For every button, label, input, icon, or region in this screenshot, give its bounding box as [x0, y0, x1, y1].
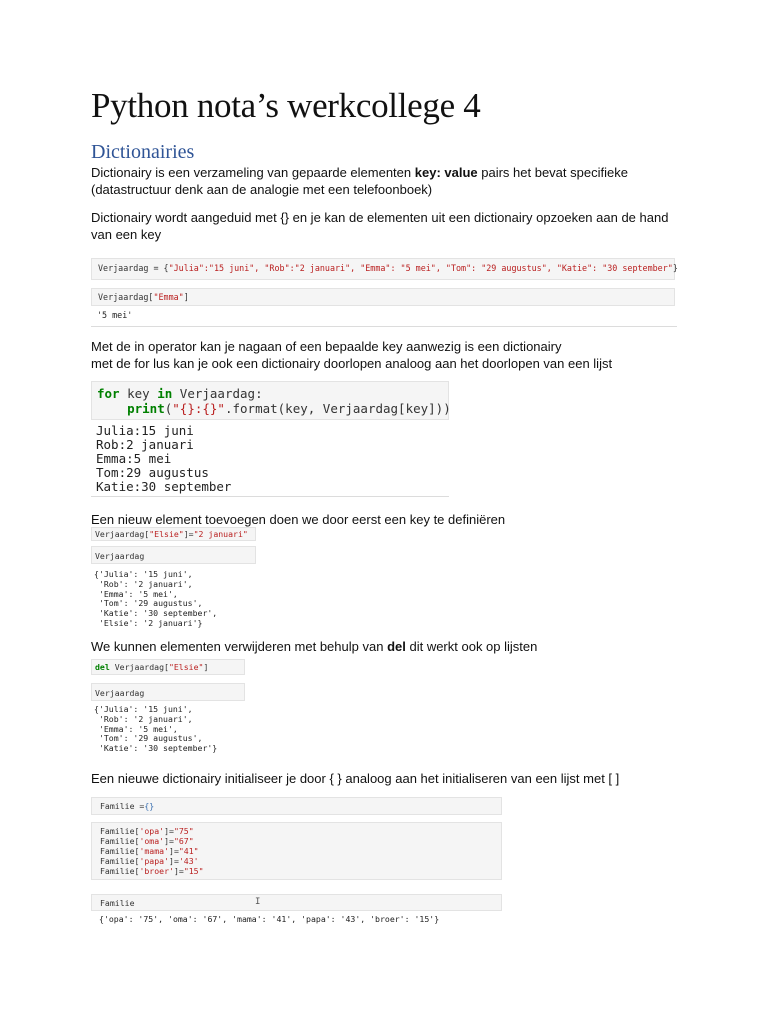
- code-cell-delete: [91, 659, 245, 675]
- code-show-dict: Verjaardag: [95, 551, 145, 561]
- code-show-dict-2: Verjaardag: [95, 688, 145, 698]
- text-cursor-icon: I: [255, 897, 261, 907]
- divider: [91, 496, 449, 497]
- output-familie: {'opa': '75', 'oma': '67', 'mama': '41', 'papa': '43', 'broer': '15'}: [99, 914, 440, 924]
- paragraph-braces-line2: van een key: [91, 227, 162, 242]
- code-assign-familie: Familie['opa']="75" Familie['oma']="67" Familie['mama']="41" Familie['papa']='43' Familie['broer']="15": [100, 826, 204, 876]
- code-lookup: Verjaardag["Emma"]: [98, 292, 189, 302]
- divider: [91, 326, 677, 327]
- output-dict-after-delete: {'Julia': '15 juni', 'Rob': '2 januari', 'Emma': '5 mei', 'Tom': '29 augustus', 'Katie': '30 september'}: [94, 704, 218, 754]
- paragraph-intro-line2: (datastructuur denk aan de analogie met een telefoonboek): [91, 182, 433, 197]
- page-title: Python nota’s werkcollege 4: [91, 86, 481, 125]
- code-for-loop: for key in Verjaardag: print("{}:{}".format(key, Verjaardag[key])): [97, 386, 451, 416]
- code-cell-show-familie: [91, 894, 502, 911]
- paragraph-intro-line1: Dictionairy is een verzameling van gepaarde elementen key: value pairs het bevat specifieke: [91, 165, 628, 180]
- code-cell-for-loop: [91, 381, 449, 420]
- output-dict-after-add: {'Julia': '15 juni', 'Rob': '2 januari', 'Emma': '5 mei', 'Tom': '29 augustus', 'Katie': '30 september', 'Elsie': '2 januari'}: [94, 569, 218, 628]
- output-lookup: '5 mei': [97, 310, 133, 320]
- paragraph-in-operator: Met de in operator kan je nagaan of een bepaalde key aanwezig is een dictionairy: [91, 339, 562, 354]
- code-cell-lookup: [91, 288, 675, 306]
- code-cell-add-element: [91, 527, 256, 541]
- output-for-loop: Julia:15 juni Rob:2 januari Emma:5 mei Tom:29 augustus Katie:30 september: [96, 423, 232, 494]
- code-define-dict: Verjaardag = {"Julia":"15 juni", "Rob":"2 januari", "Emma": "5 mei", "Tom": "29 augustus", "Katie": "30 september"}: [98, 263, 678, 273]
- paragraph-add-element: Een nieuw element toevoegen doen we door eerst een key te definiëren: [91, 512, 506, 527]
- paragraph-braces-line1: Dictionairy wordt aangeduid met {} en je kan de elementen uit een dictionairy opzoeken aan de hand: [91, 210, 669, 225]
- paragraph-new-dict: Een nieuwe dictionairy initialiseer je door { } analoog aan het initialiseren van een lijst met [ ]: [91, 771, 620, 786]
- section-heading: Dictionairies: [91, 141, 195, 163]
- paragraph-delete: We kunnen elementen verwijderen met behulp van del dit werkt ook op lijsten: [91, 639, 538, 654]
- code-cell-assign-familie: [91, 822, 502, 880]
- code-cell-init-familie: [91, 797, 502, 815]
- paragraph-for-loop: met de for lus kan je ook een dictionairy doorlopen analoog aan het doorlopen van een lijst: [91, 356, 613, 371]
- code-add-element: Verjaardag["Elsie"]="2 januari": [95, 529, 248, 539]
- code-cell-show-dict-2: [91, 683, 245, 701]
- code-delete: del Verjaardag["Elsie"]: [95, 662, 209, 672]
- code-init-familie: Familie ={}: [100, 801, 155, 811]
- code-cell-define-dict: [91, 258, 678, 280]
- code-show-familie: Familie: [100, 898, 135, 908]
- code-cell-show-dict: [91, 546, 256, 564]
